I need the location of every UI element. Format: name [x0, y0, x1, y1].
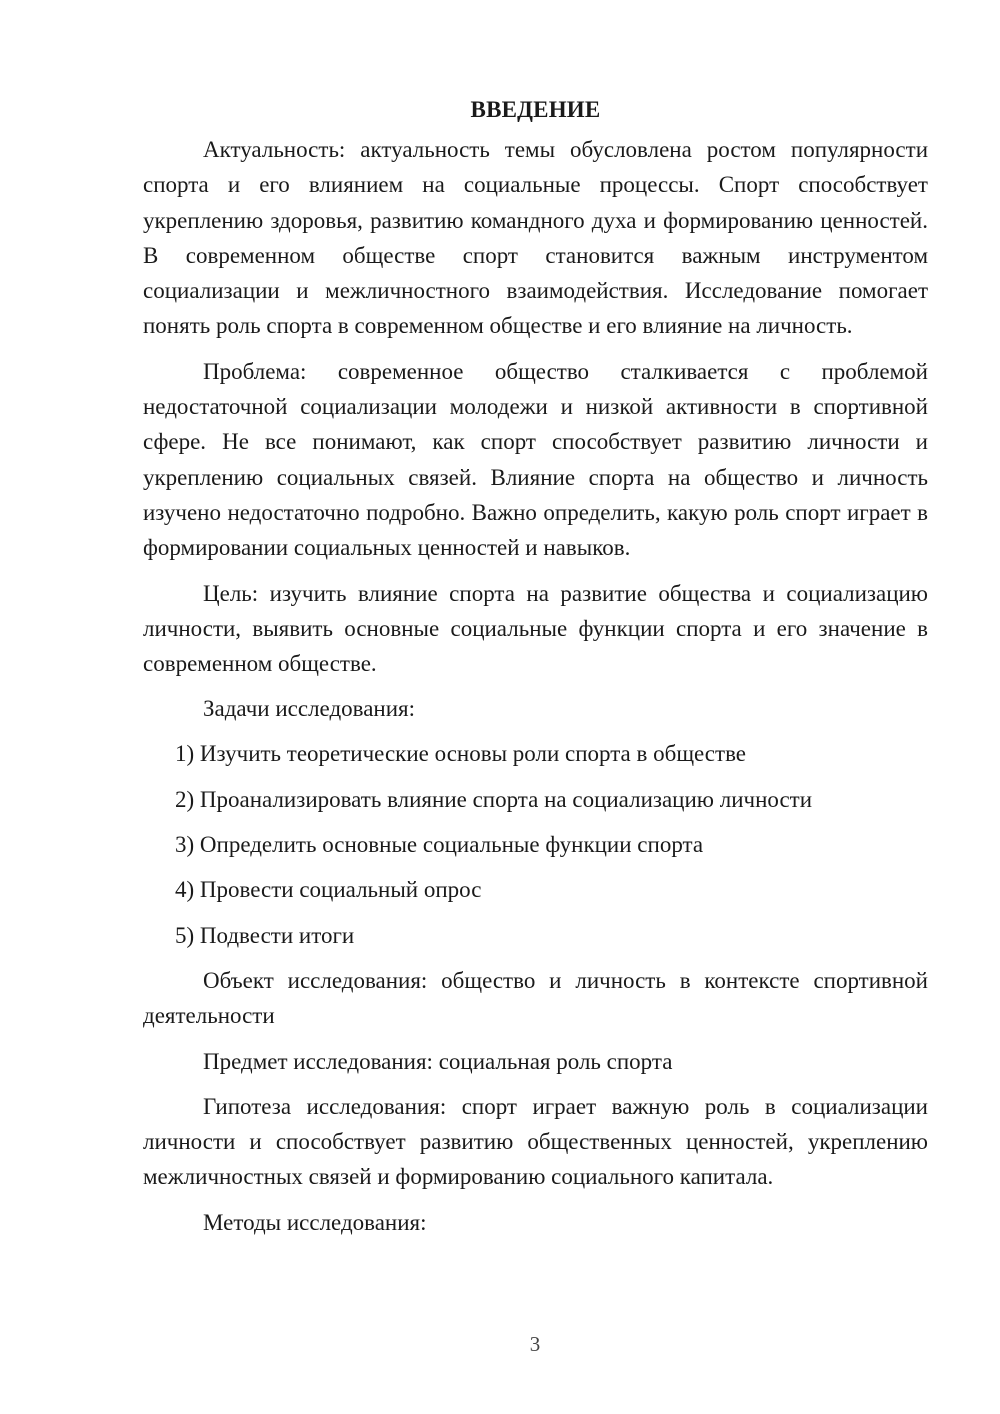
list-item: 3) Определить основные социальные функции спорта — [175, 832, 704, 858]
goal-paragraph: Цель: изучить влияние спорта на развитие общества и социализацию личности, выявить основные социальные функции спорта и его значение в современном обществе. — [143, 580, 928, 677]
subject-paragraph: Предмет исследования: социальная роль спорта — [203, 1048, 673, 1074]
document-page — [143, 92, 928, 1250]
tasks-list — [143, 736, 928, 952]
page-number: 3 — [529, 1332, 541, 1356]
hypothesis-paragraph: Гипотеза исследования: спорт играет важную роль в социализации личности и способствует развитию общественных ценностей, укреплению межличностных связей и формированию социального капитала. — [143, 1093, 928, 1190]
list-item: 1) Изучить теоретические основы роли спорта в обществе — [175, 741, 747, 767]
section-heading: ВВЕДЕНИЕ — [470, 97, 601, 122]
list-item: 5) Подвести итоги — [175, 922, 355, 948]
list-item: 2) Проанализировать влияние спорта на социализацию личности — [175, 786, 813, 812]
tasks-label: Задачи исследования: — [203, 696, 416, 722]
problem-paragraph: Проблема: современное общество сталкивается с проблемой недостаточной социализации молодежи и низкой активности в спортивной сфере. Не все понимают, как спорт способствует развитию личности и укреплению социальных связей. Влияние спорта на общество и личность изучено недостаточно подробно. Важно определить, какую роль спорт играет в формировании социальных ценностей и навыков. — [143, 358, 928, 561]
methods-label: Методы исследования: — [203, 1209, 427, 1235]
list-item: 4) Провести социальный опрос — [175, 877, 482, 903]
relevance-paragraph: Актуальность: актуальность темы обусловлена ростом популярности спорта и его влиянием на социальные процессы. Спорт способствует укреплению здоровья, развитию командного духа и формированию ценностей. В современном обществе спорт становится важным инструментом социализации и межличностного взаимодействия. Исследование помогает понять роль спорта в современном обществе и его влияние на личность. — [143, 137, 928, 339]
object-paragraph: Объект исследования: общество и личность в контексте спортивной деятельности — [143, 967, 928, 1029]
